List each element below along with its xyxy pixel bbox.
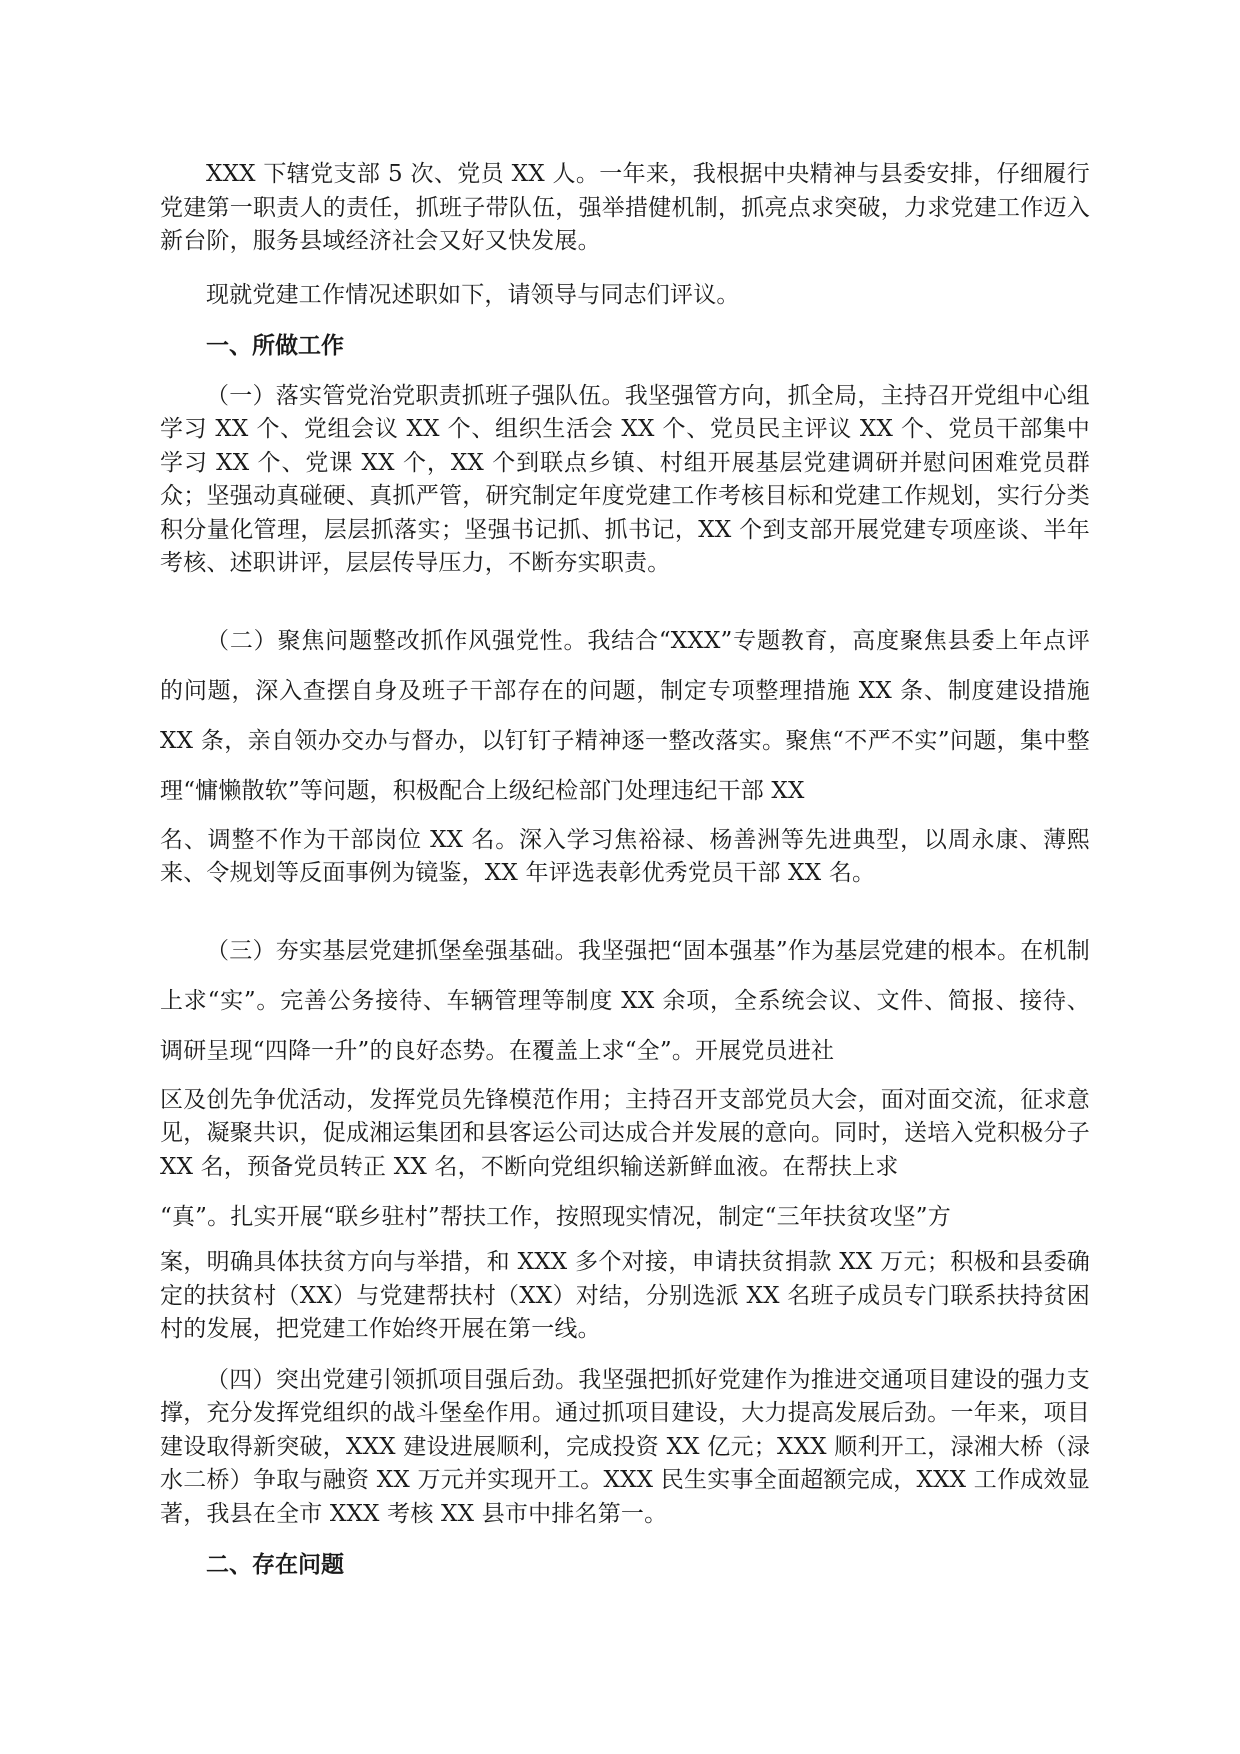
item-3-paragraph-part-4: 案，明确具体扶贫方向与举措，和 XXX 多个对接，申请扶贫捐款 XX 万元；积极和县委确定的扶贫村（XX）与党建帮扶村（XX）对结，分别选派 XX 名班子成员专门联系扶持贫困村的发展，把党建工作始终开展在第一线。 xyxy=(160,1249,1090,1342)
item-3-paragraph-part-2: 区及创先争优活动，发挥党员先锋模范作用；主持召开支部党员大会，面对面交流，征求意见，凝聚共识，促成湘运集团和县客运公司达成合并发展的意向。同时，送培入党积极分子 XX 名，预备党员转正 XX 名，不断向党组织输送新鲜血液。在帮扶上求 xyxy=(160,1086,1090,1180)
item-2-paragraph-part-2: 名、调整不作为干部岗位 XX 名。深入学习焦裕禄、杨善洲等先进典型，以周永康、薄熙来、令规划等反面事例为镜鉴，XX 年评选表彰优秀党员干部 XX 名。 xyxy=(160,826,1090,886)
item-2-paragraph-part-1: （二）聚焦问题整改抓作风强党性。我结合“XXX”专题教育，高度聚焦县委上年点评的问题，深入查摆自身及班子干部存在的问题，制定专项整理措施 XX 条、制度建设措施 XX 条，亲自领办交办与督办，以钉钉子精神逐一整改落实。聚焦“不严不实”问题，集中整理“慵懒散软”等问题，积极配合上级纪检部门处理违纪干部 XX xyxy=(160,627,1090,804)
section-heading-work-done: 一、所做工作 xyxy=(206,332,344,359)
document-page xyxy=(160,158,1090,1582)
item-3-paragraph-part-3: “真”。扎实开展“联乡驻村”帮扶工作，按照现实情况，制定“三年扶贫攻坚”方 xyxy=(160,1204,951,1230)
item-4-paragraph: （四）突出党建引领抓项目强后劲。我坚强把抓好党建作为推进交通项目建设的强力支撑，充分发挥党组织的战斗堡垒作用。通过抓项目建设，大力提高发展后劲。一年来，项目建设取得新突破，XXX 建设进展顺利，完成投资 XX 亿元；XXX 顺利开工，渌湘大桥（渌水二桥）争取与融资 XX 万元并实现开工。XXX 民生实事全面超额完成，XXX 工作成效显著，我县在全市 XXX 考核 XX 县市中排名第一。 xyxy=(160,1366,1090,1527)
report-paragraph: 现就党建工作情况述职如下，请领导与同志们评议。 xyxy=(206,281,740,308)
intro-paragraph: XXX 下辖党支部 5 次、党员 XX 人。一年来，我根据中央精神与县委安排，仔细履行党建第一职责人的责任，抓班子带队伍，强举措健机制，抓亮点求突破，力求党建工作迈入新台阶，服务县域经济社会又好又快发展。 xyxy=(160,161,1090,254)
item-3-paragraph-part-1: （三）夯实基层党建抓堡垒强基础。我坚强把“固本强基”作为基层党建的根本。在机制上求“实”。完善公务接待、车辆管理等制度 XX 余项，全系统会议、文件、简报、接待、调研呈现“四降一升”的良好态势。在覆盖上求“全”。开展党员进社 xyxy=(160,937,1090,1064)
section-heading-existing-problems: 二、存在问题 xyxy=(206,1551,344,1578)
item-1-paragraph: （一）落实管党治党职责抓班子强队伍。我坚强管方向，抓全局，主持召开党组中心组学习 XX 个、党组会议 XX 个、组织生活会 XX 个、党员民主评议 XX 个、党员干部集中学习 XX 个、党课 XX 个，XX 个到联点乡镇、村组开展基层党建调研并慰问困难党员群众；坚强动真碰硬、真抓严管，研究制定年度党建工作考核目标和党建工作规划，实行分类积分量化管理，层层抓落实；坚强书记抓、抓书记，XX 个到支部开展党建专项座谈、半年考核、述职讲评，层层传导压力，不断夯实职责。 xyxy=(160,382,1090,576)
